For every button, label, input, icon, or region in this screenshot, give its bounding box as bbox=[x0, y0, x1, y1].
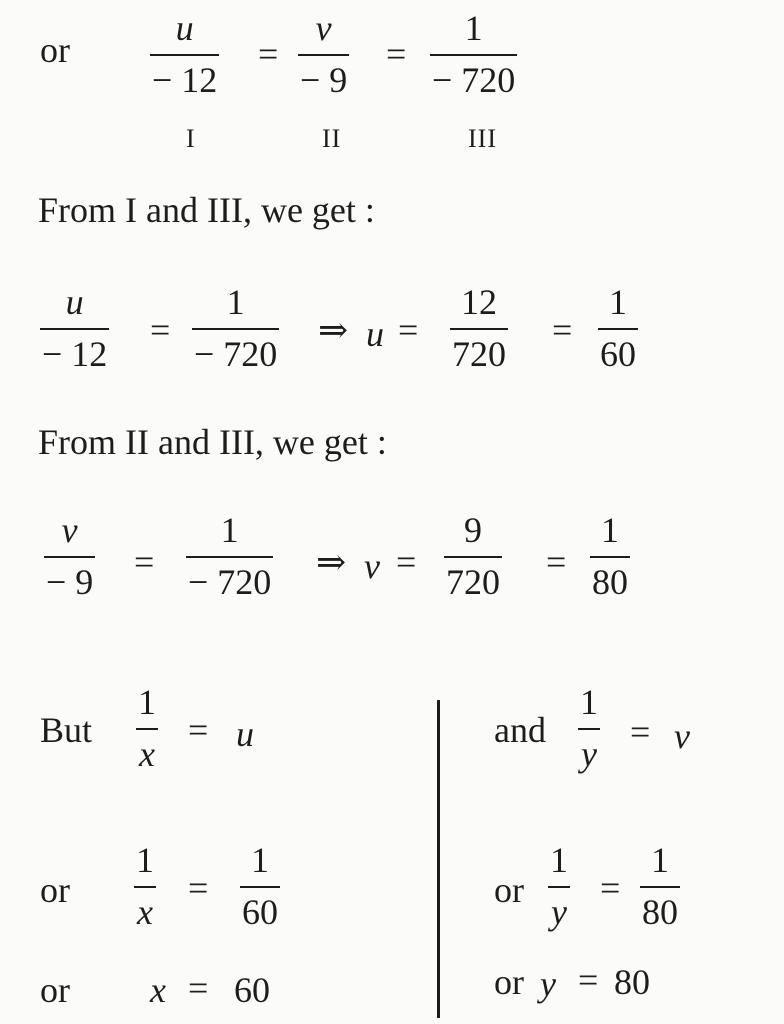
fraction-v-over-minus9: v − 9 bbox=[46, 510, 94, 602]
value-y: 80 bbox=[614, 962, 650, 1002]
equals-sign: = bbox=[396, 542, 417, 582]
or-label: or bbox=[494, 870, 524, 910]
but-label: But bbox=[40, 710, 93, 750]
equals-sign: = bbox=[600, 868, 621, 908]
equals-sign: = bbox=[398, 310, 419, 350]
equals-sign: = bbox=[188, 968, 209, 1008]
equals-sign: = bbox=[552, 310, 573, 350]
fraction-u-over-minus12: u − 12 bbox=[42, 282, 108, 374]
equals-sign: = bbox=[630, 712, 651, 752]
equals-sign: = bbox=[546, 542, 567, 582]
label-roman-1: I bbox=[186, 124, 196, 153]
equals-sign: = bbox=[134, 542, 155, 582]
fraction-1-over-minus720: 1 − 720 bbox=[194, 282, 278, 374]
label-roman-3: III bbox=[468, 124, 497, 153]
variable-y: y bbox=[540, 964, 556, 1004]
fraction-1-over-minus720: 1 − 720 bbox=[188, 510, 272, 602]
fraction-1-over-x: 1 x bbox=[138, 682, 156, 774]
equals-sign: = bbox=[258, 34, 279, 74]
variable-v: v bbox=[364, 546, 380, 586]
or-label: or bbox=[40, 870, 70, 910]
fraction-v-over-minus9: v − 9 bbox=[300, 8, 348, 100]
value-x: 60 bbox=[234, 970, 270, 1010]
label-roman-2: II bbox=[322, 124, 342, 153]
heading-from-i-and-iii: From I and III, we get : bbox=[38, 190, 375, 230]
variable-u: u bbox=[236, 714, 254, 754]
fraction-1-over-x: 1 x bbox=[136, 840, 154, 932]
fraction-1-over-y: 1 y bbox=[550, 840, 568, 932]
fraction-1-over-y: 1 y bbox=[580, 682, 598, 774]
fraction-1-over-minus720: 1 − 720 bbox=[432, 8, 516, 100]
equals-sign: = bbox=[386, 34, 407, 74]
implies-arrow: ⇒ bbox=[316, 542, 347, 582]
or-label: or bbox=[494, 962, 524, 1002]
equals-sign: = bbox=[188, 710, 209, 750]
equals-sign: = bbox=[150, 310, 171, 350]
fraction-1-over-60: 1 60 bbox=[242, 840, 278, 932]
variable-u: u bbox=[366, 314, 384, 354]
equals-sign: = bbox=[188, 868, 209, 908]
fraction-1-over-60: 1 60 bbox=[600, 282, 636, 374]
equals-sign: = bbox=[578, 960, 599, 1000]
variable-x: x bbox=[150, 970, 166, 1010]
or-label: or bbox=[40, 970, 70, 1010]
fraction-12-over-720: 12 720 bbox=[452, 282, 506, 374]
fraction-1-over-80: 1 80 bbox=[592, 510, 628, 602]
heading-from-ii-and-iii: From II and III, we get : bbox=[38, 422, 387, 462]
fraction-u-over-minus12: u − 12 bbox=[152, 8, 218, 100]
implies-arrow: ⇒ bbox=[318, 310, 349, 350]
column-divider bbox=[437, 700, 440, 1018]
variable-v: v bbox=[674, 716, 690, 756]
fraction-9-over-720: 9 720 bbox=[446, 510, 500, 602]
and-label: and bbox=[494, 710, 546, 750]
fraction-1-over-80: 1 80 bbox=[642, 840, 678, 932]
or-label: or bbox=[40, 30, 70, 70]
